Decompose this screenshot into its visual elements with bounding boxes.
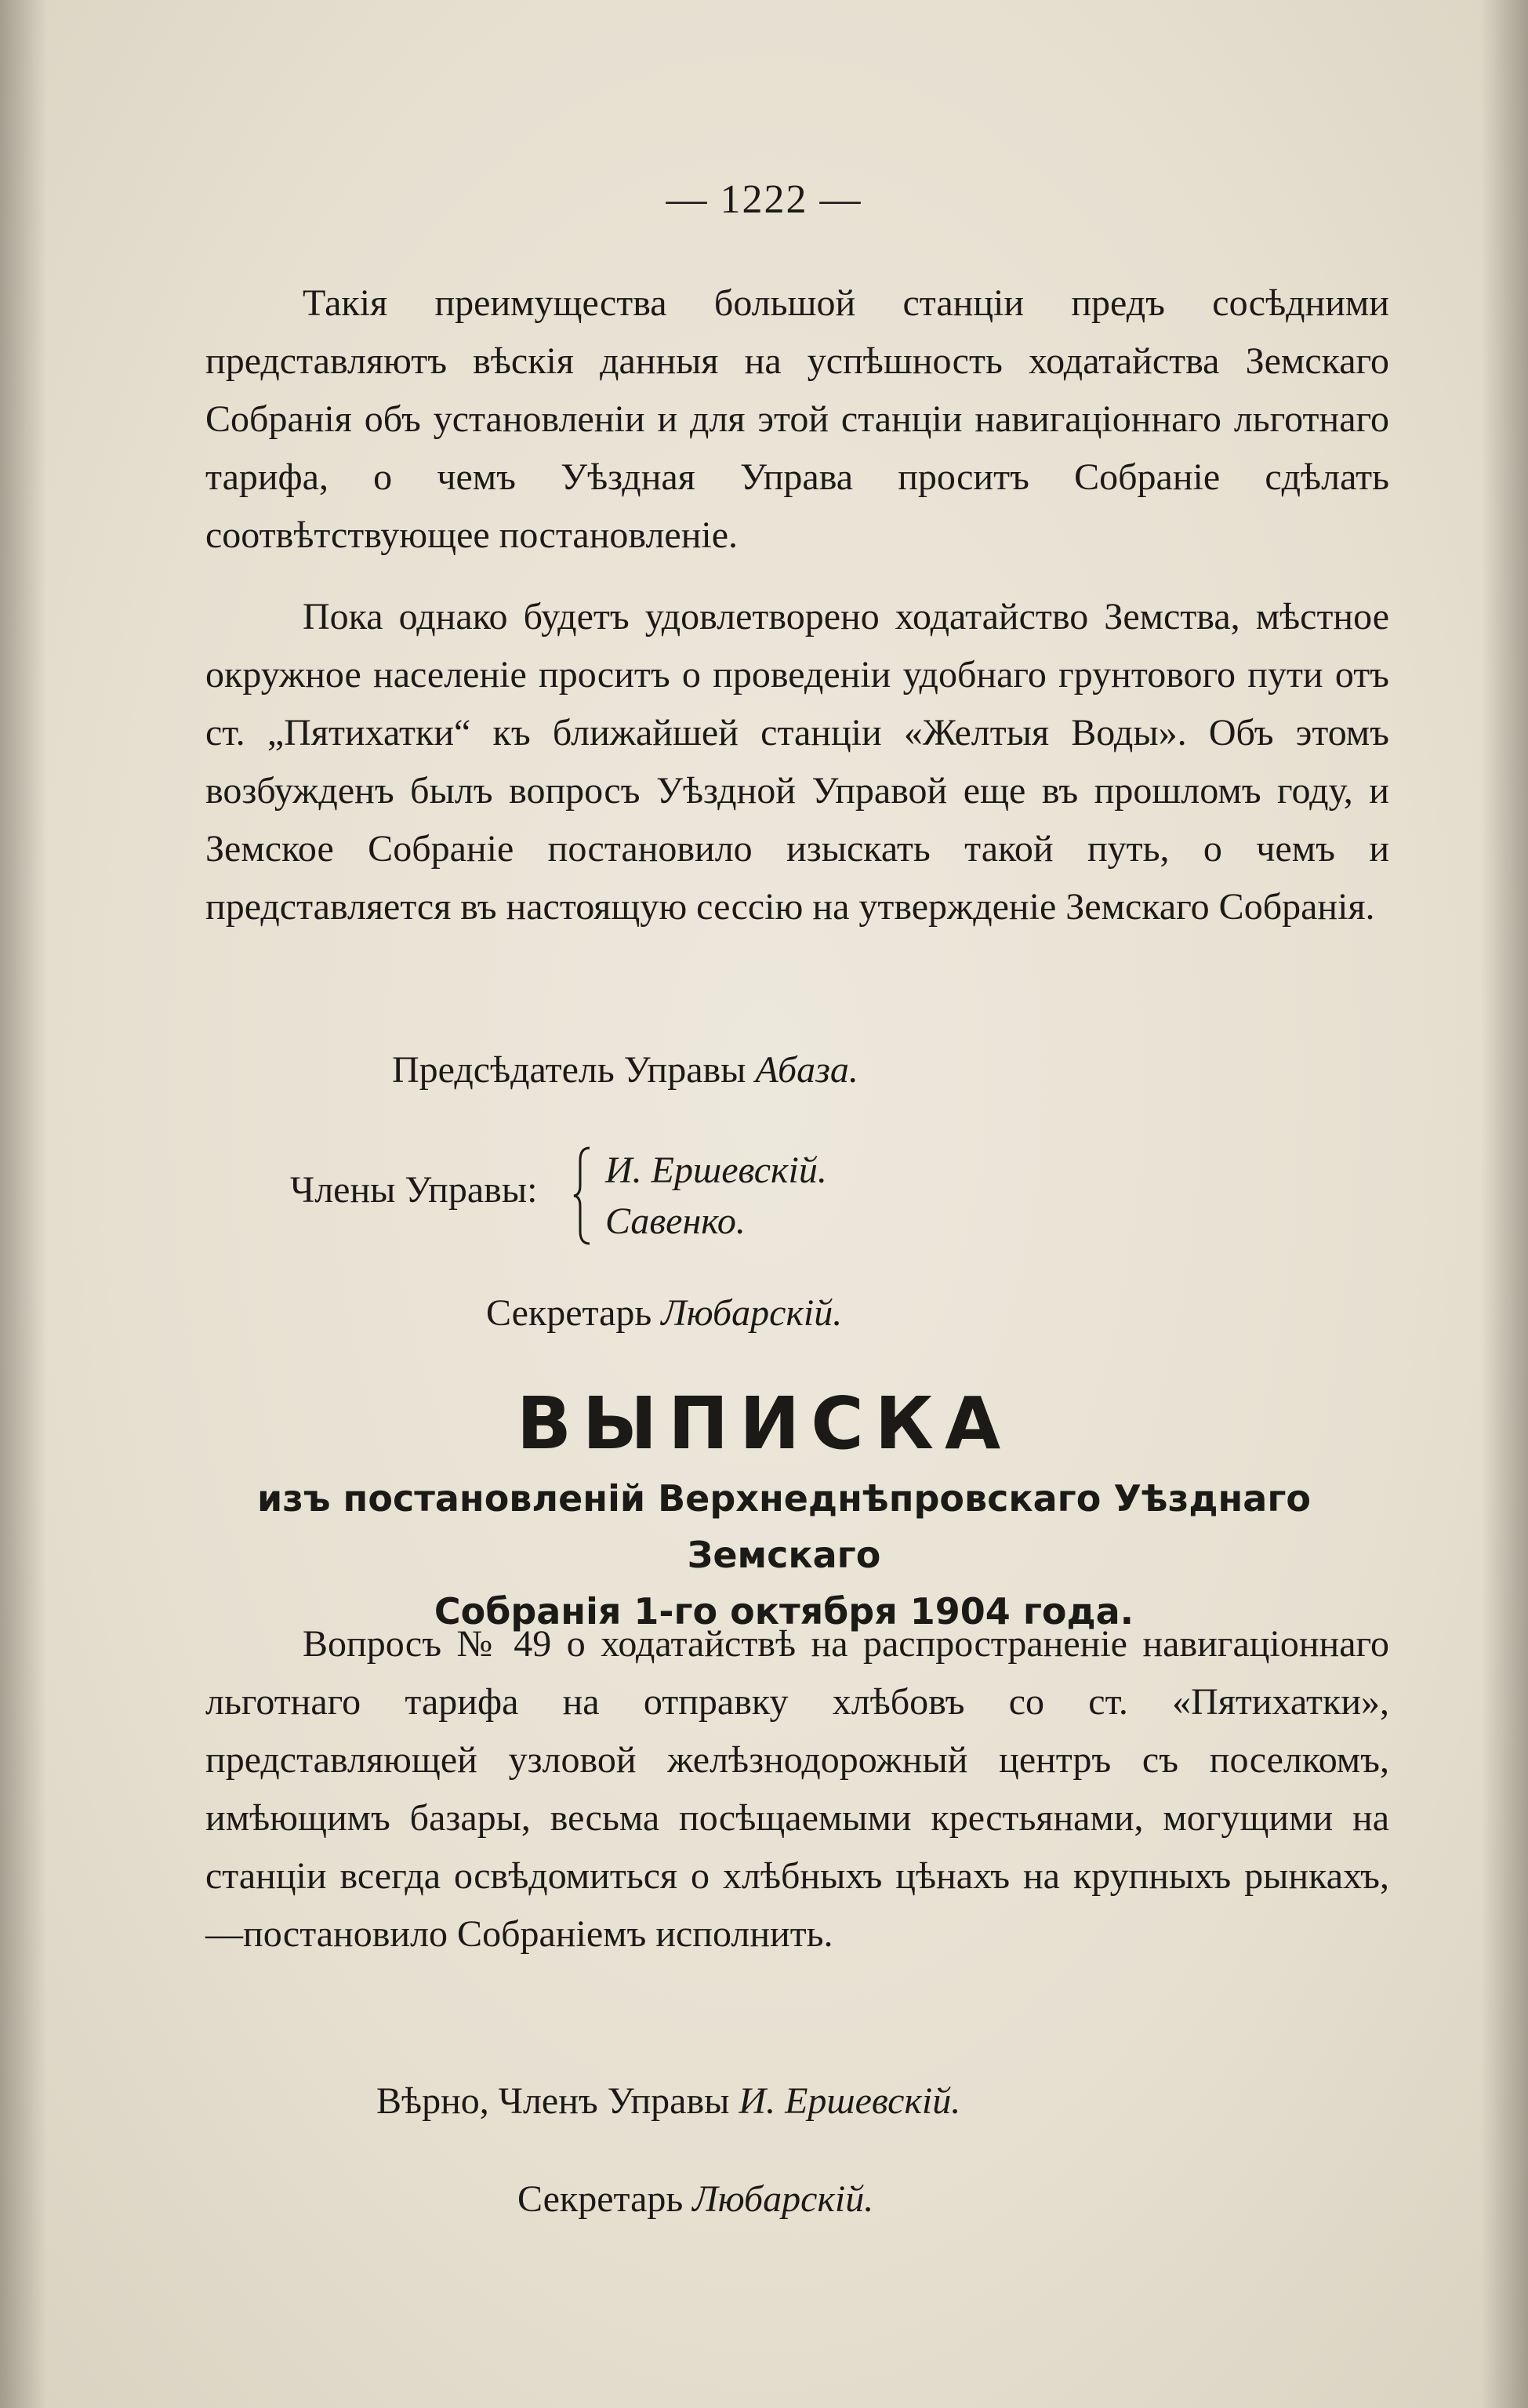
verno-text: Вѣрно, Членъ Управы	[376, 2080, 730, 2122]
paragraph-2-block	[205, 588, 1389, 936]
extract-body-block	[205, 1615, 1389, 1963]
paragraph-1: Такія преимущества большой станціи предъ сосѣдними представляютъ вѣскія данныя на успѣшность ходатайства Земскаго Собранія объ установленіи и для этой станціи навигаціоннаго льготнаго тарифа, о чемъ Уѣздная Управа проситъ Собраніе сдѣлать соотвѣтствующее постановленіе.	[205, 282, 1389, 556]
verno-signature	[376, 2078, 960, 2125]
extract-subheading-line-2: Собранія 1-го октября 1904 года.	[434, 1590, 1134, 1633]
chairman-name: Абаза.	[755, 1049, 858, 1091]
page-edge-shadow-left	[0, 0, 47, 2408]
secretary-name: Любарскій.	[661, 1292, 843, 1334]
verno-name: И. Ершевскій.	[739, 2080, 961, 2122]
member-name-1: И. Ершевскій.	[605, 1150, 827, 1191]
extract-secretary-name: Любарскій.	[692, 2178, 874, 2220]
extract-secretary-signature	[517, 2176, 873, 2223]
extract-secretary-title: Секретарь	[517, 2178, 684, 2220]
chairman-title: Предсѣдатель Управы	[392, 1049, 746, 1091]
paragraph-2: Пока однако будетъ удовлетворено ходатайство Земства, мѣстное окружное населеніе проситъ о проведеніи удобнаго грунтового пути отъ ст. „Пятихатки“ къ ближайшей станціи «Желтыя Воды». Объ этомъ возбужденъ былъ вопросъ Уѣздной Управой еще въ прошломъ году, и Земское Собраніе постановило изыскать такой путь, о чемъ и представляется въ настоящую сессію на утвержденіе Земскаго Собранія.	[205, 596, 1389, 928]
extract-heading: ВЫПИСКА	[516, 1382, 1012, 1466]
paragraph-1-block	[205, 274, 1389, 565]
extract-subheading-line-1: изъ постановленій Верхнеднѣпровскаго Уѣзднаго Земскаго	[257, 1477, 1311, 1576]
extract-body: Вопросъ № 49 о ходатайствѣ на распространеніе навигаціоннаго льготнаго тарифа на отправку хлѣбовъ со ст. «Пятихатки», представляющей узловой желѣзнодорожный центръ съ поселкомъ, имѣющимъ базары, весьма посѣщаемыми крестьянами, могущими на станціи всегда освѣдомиться о хлѣбныхъ цѣнахъ на крупныхъ рынкахъ,—постановило Собраніемъ исполнить.	[205, 1623, 1389, 1955]
member-name-2: Савенко.	[605, 1200, 746, 1242]
page-number: — 1222 —	[666, 177, 862, 222]
members-label: Члены Управы:	[290, 1169, 538, 1211]
secretary-title: Секретарь	[486, 1292, 652, 1334]
curly-brace-icon	[571, 1145, 594, 1247]
secretary-signature	[486, 1290, 842, 1337]
page-edge-shadow-right	[1481, 0, 1528, 2408]
extract-subheading	[180, 1470, 1388, 1640]
members-names	[605, 1145, 827, 1247]
chairman-signature	[392, 1047, 858, 1094]
